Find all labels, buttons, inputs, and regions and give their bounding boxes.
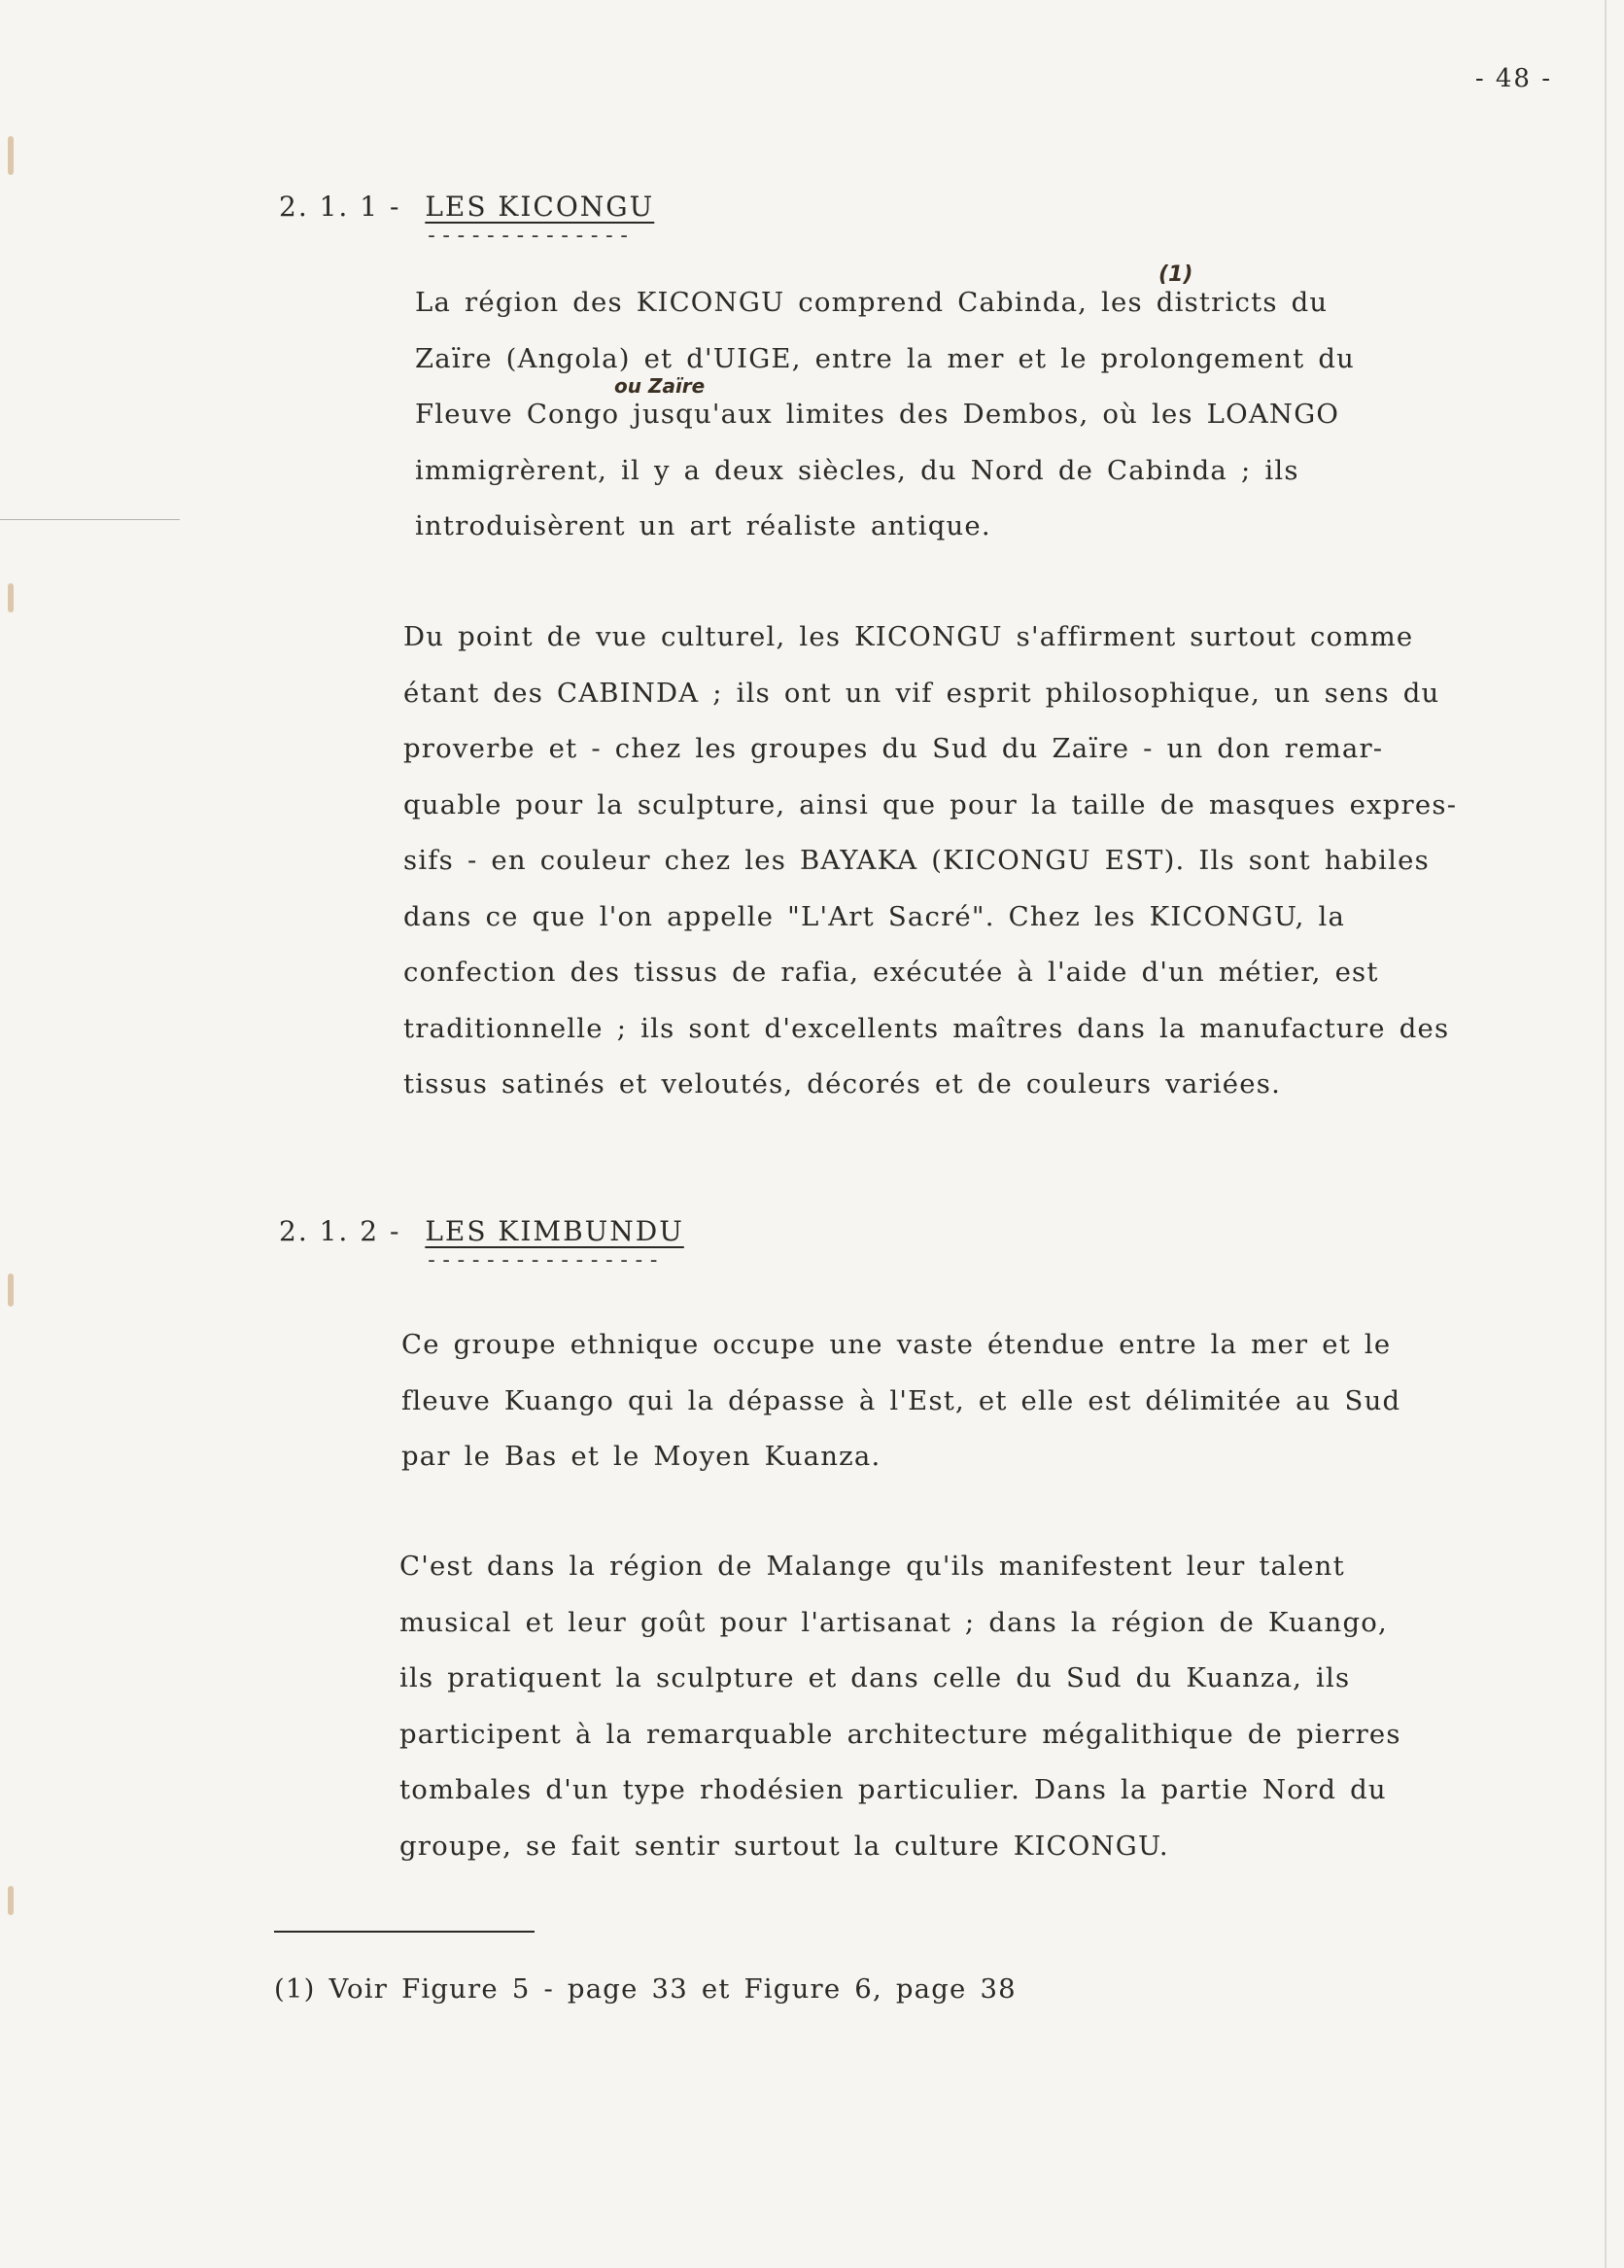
- binder-mark: [8, 1886, 14, 1915]
- text-line: quable pour la sculpture, ainsi que pour la taille de masques expres-: [403, 788, 1458, 820]
- text-line: introduisèrent un art réaliste antique.: [415, 510, 991, 541]
- text-line: Ce groupe ethnique occupe une vaste étendue entre la mer et le: [401, 1329, 1392, 1360]
- scan-artifact-line: [0, 519, 180, 520]
- footnote: (1) Voir Figure 5 - page 33 et Figure 6, page 38: [274, 1973, 1017, 2005]
- page-edge: [1605, 0, 1607, 2268]
- paragraph: [399, 1539, 1401, 1874]
- text-line: C'est dans la région de Malange qu'ils manifestent leur talent: [399, 1551, 1345, 1582]
- handwritten-footnote-mark: (1): [1158, 262, 1193, 287]
- text-line: dans ce que l'on appelle "L'Art Sacré". Chez les KICONGU, la: [403, 900, 1346, 932]
- text-line: participent à la remarquable architecture mégalithique de pierres: [399, 1718, 1401, 1750]
- paragraph: [415, 275, 1355, 555]
- text-line: fleuve Kuango qui la dépasse à l'Est, et elle est délimitée au Sud: [401, 1384, 1401, 1416]
- section-heading-kicongu: [279, 191, 655, 248]
- binder-mark: [8, 136, 14, 175]
- text-line: La région des KICONGU comprend Cabinda, les districts du: [415, 287, 1329, 318]
- section-title: LES KICONGU: [425, 191, 655, 223]
- section-title: LES KIMBUNDU: [425, 1215, 684, 1247]
- text-line: tombales d'un type rhodésien particulier. Dans la partie Nord du: [399, 1774, 1387, 1805]
- text-line: tissus satinés et veloutés, décorés et de couleurs variées.: [403, 1068, 1282, 1099]
- section-heading-kimbundu: [279, 1215, 684, 1273]
- text-line: Fleuve Congo jusqu'aux limites des Dembos, où les LOANGO: [415, 399, 1340, 430]
- section-number: 2. 1. 1 -: [279, 191, 401, 223]
- text-line: musical et leur goût pour l'artisanat ; dans la région de Kuango,: [399, 1606, 1388, 1638]
- handwritten-insertion: ou Zaïre: [614, 374, 706, 398]
- binder-mark: [8, 583, 14, 612]
- text-line: sifs - en couleur chez les BAYAKA (KICONGU EST). Ils sont habiles: [403, 845, 1430, 876]
- text-line: ils pratiquent la sculpture et dans celle du Sud du Kuanza, ils: [399, 1662, 1351, 1693]
- text-line: Du point de vue culturel, les KICONGU s'affirment surtout comme: [403, 621, 1414, 652]
- text-line: étant des CABINDA ; ils ont un vif esprit philosophique, un sens du: [403, 677, 1440, 709]
- text-line: traditionnelle ; ils sont d'excellents maîtres dans la manufacture des: [403, 1012, 1450, 1044]
- text-line: Zaïre (Angola) et d'UIGE, entre la mer et le prolongement du: [415, 342, 1356, 374]
- text-line: immigrèrent, il y a deux siècles, du Nord de Cabinda ; ils: [415, 454, 1299, 486]
- title-dashes: --------------: [425, 224, 633, 248]
- paragraph: [401, 1317, 1400, 1485]
- text-line: groupe, se fait sentir surtout la culture KICONGU.: [399, 1830, 1169, 1862]
- section-number: 2. 1. 2 -: [279, 1215, 401, 1247]
- binder-mark: [8, 1274, 14, 1307]
- text-line: par le Bas et le Moyen Kuanza.: [401, 1441, 881, 1472]
- text-line: confection des tissus de rafia, exécutée à l'aide d'un métier, est: [403, 957, 1379, 988]
- paragraph: [403, 610, 1457, 1113]
- title-dashes: ----------------: [425, 1248, 663, 1273]
- text-line: proverbe et - chez les groupes du Sud du Zaïre - un don remar-: [403, 733, 1384, 764]
- page-number: - 48 -: [1474, 64, 1552, 93]
- footnote-separator: [274, 1931, 535, 1933]
